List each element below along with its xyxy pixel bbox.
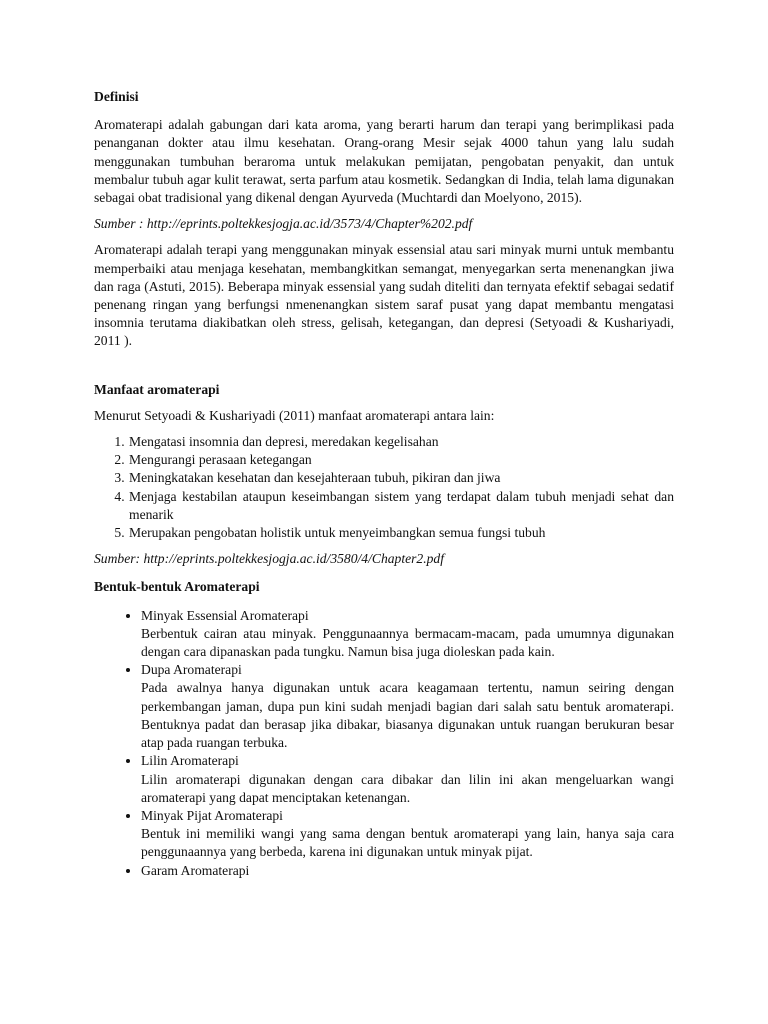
list-item: 5. Merupakan pengobatan holistik untuk menyeimbangkan semua fungsi tubuh	[128, 524, 674, 542]
manfaat-intro: Menurut Setyoadi & Kushariyadi (2011) manfaat aromaterapi antara lain:	[94, 407, 495, 423]
bentuk-item-desc: Lilin aromaterapi digunakan dengan cara dibakar dan lilin ini akan mengeluarkan wangi aromaterapi yang dapat menciptakan ketenangan.	[141, 771, 674, 805]
list-item	[141, 752, 674, 807]
manfaat-list	[94, 433, 674, 542]
list-item	[141, 807, 674, 862]
bentuk-item-desc: Berbentuk cairan atau minyak. Penggunaannya bermacam-macam, pada umumnya digunakan dengan cara dipanaskan pada tungku. Namun bisa juga dioleskan pada kain.	[141, 625, 674, 660]
bentuk-item-title: • Lilin Aromaterapi	[141, 753, 239, 769]
definisi-paragraph-2: Aromaterapi adalah terapi yang menggunakan minyak essensial atau sari minyak murni untuk membantu memperbaiki atau menjaga kesehatan, membangkitkan semangat, menyegarkan serta menenangkan jiwa dan raga (Astuti, 2015). Beberapa minyak essensial yang sudah diteliti dan ternyata efektif sebagai sedatif penenang ringan yang berfungsi nmenenangkan sistem saraf pusat yang dapat membantu mengatasi insomnia terutama diakibatkan oleh stress, gelisah, ketegangan, dan depresi (Setyoadi & Kushariyadi, 2011 ).	[94, 242, 674, 349]
source-link-2: Sumber: http://eprints.poltekkesjogja.ac.id/3580/4/Chapter2.pdf	[94, 551, 444, 567]
list-item: 4. Menjaga kestabilan ataupun keseimbangan sistem yang terdapat dalam tubuh menjadi sehat dan menarik	[128, 488, 674, 524]
heading-bentuk: Bentuk-bentuk Aromaterapi	[94, 579, 260, 595]
bentuk-item-desc: Pada awalnya hanya digunakan untuk acara keagamaan tertentu, namun seiring dengan perkembangan jaman, dupa pun kini sudah menjadi bagian dari salah satu bentuk aromaterapi. Bentuknya padat dan berasap jika dibakar, biasanya digunakan untuk ruangan berukuran besar atap pada ruangan terbuka.	[141, 680, 674, 751]
list-item	[141, 661, 674, 752]
bentuk-list	[94, 607, 674, 880]
list-item: 1. Mengatasi insomnia dan depresi, meredakan kegelisahan	[128, 433, 674, 451]
document-content	[94, 88, 674, 880]
list-item: 2. Mengurangi perasaan ketegangan	[128, 451, 674, 469]
bentuk-item-title: • Garam Aromaterapi	[141, 862, 250, 878]
list-item	[141, 607, 674, 662]
heading-definisi: Definisi	[94, 89, 139, 104]
source-link-1: Sumber : http://eprints.poltekkesjogja.ac.id/3573/4/Chapter%202.pdf	[94, 216, 473, 232]
bentuk-item-title: • Dupa Aromaterapi	[141, 662, 242, 678]
list-item: 3. Meningkatakan kesehatan dan kesejahteraan tubuh, pikiran dan jiwa	[128, 469, 674, 487]
definisi-paragraph-1: Aromaterapi adalah gabungan dari kata aroma, yang berarti harum dan terapi yang berimplikasi pada penanganan dokter atau ilmu kesehatan. Orang-orang Mesir sejak 4000 tahun yang lalu sudah menggunakan tumbuhan beraroma untuk melakukan pemijatan, pengobatan penyakit, dan untuk membalur tubuh agar kulit terawat, serta parfum atau kosmetik. Sedangkan di India, telah lama digunakan sebagai obat tradisional yang dikenal dengan Ayurveda (Muchtardi dan Moelyono, 2015).	[94, 117, 674, 206]
bentuk-item-title: • Minyak Essensial Aromaterapi	[141, 607, 309, 623]
bentuk-item-title: • Minyak Pijat Aromaterapi	[141, 807, 283, 823]
heading-manfaat: Manfaat aromaterapi	[94, 381, 220, 397]
bentuk-item-desc: Bentuk ini memiliki wangi yang sama dengan bentuk aromaterapi yang lain, hanya saja cara penggunaannya yang berbeda, karena ini digunakan untuk minyak pijat.	[141, 826, 674, 860]
list-item	[141, 862, 674, 880]
